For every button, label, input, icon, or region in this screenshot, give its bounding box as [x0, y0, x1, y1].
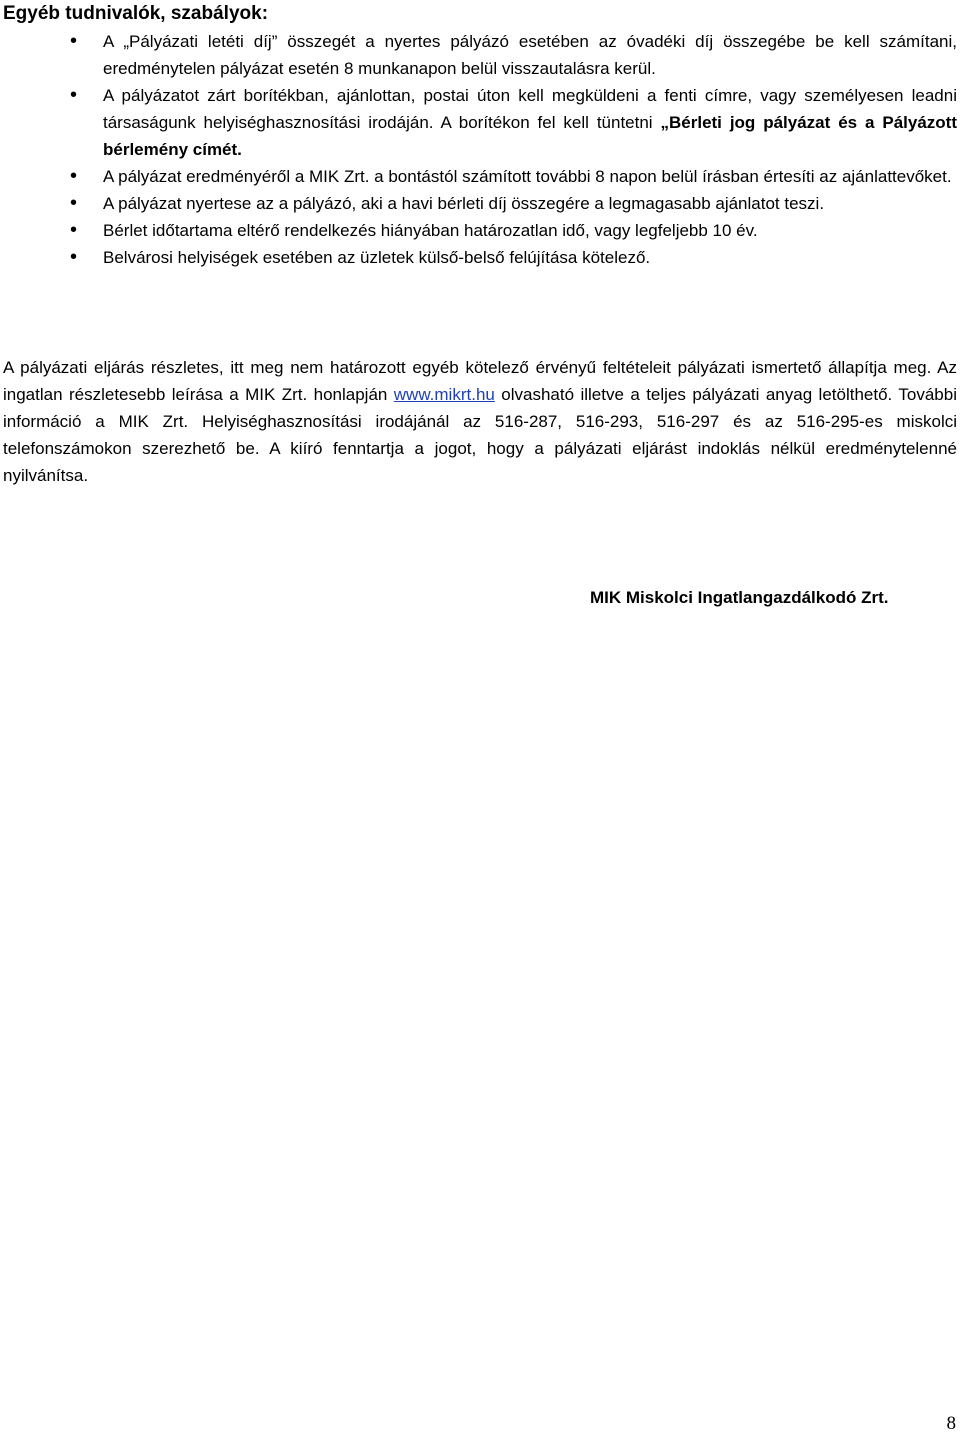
- list-item: [0, 217, 960, 244]
- list-item: [0, 82, 960, 163]
- list-item: [0, 163, 960, 190]
- page-number: 8: [946, 1413, 956, 1434]
- rules-list: [0, 28, 960, 271]
- list-item: [0, 190, 960, 217]
- paragraph-text-before-link: A pályázati eljárás részletes, itt meg nem határozott egyéb kötelező érvényű feltételeit pályázati ismertető állapítja meg. Az ingatlan részletesebb leírása a MIK Zrt. honlapján: [3, 358, 957, 404]
- list-item-text: Belvárosi helyiségek esetében az üzletek külső-belső felújítása kötelező.: [103, 248, 651, 267]
- website-link[interactable]: www.mikrt.hu: [393, 385, 495, 404]
- section-heading: Egyéb tudnivalók, szabályok:: [3, 3, 269, 24]
- list-item-text: A „Pályázati letéti díj” összegét a nyertes pályázó esetében az óvadéki díj összegébe be kell számítani, eredménytelen pályázat esetén 8 munkanapon belül visszautalásra kerül.: [103, 32, 957, 78]
- list-item-text: Bérlet időtartama eltérő rendelkezés hiányában határozatlan idő, vagy legfeljebb 10 év.: [103, 221, 758, 240]
- list-item: [0, 28, 960, 82]
- list-item-text: A pályázat eredményéről a MIK Zrt. a bontástól számított további 8 napon belül írásban értesíti az ajánlattevőket.: [103, 167, 952, 186]
- list-item-bold-text: „Bérleti jog pályázat és a Pályázott bérlemény címét.: [103, 113, 958, 159]
- list-item-text: A pályázatot zárt borítékban, ajánlottan, postai úton kell megküldeni a fenti címre, vagy személyesen leadni társaságunk helyiséghasznosítási irodáján. A borítékon fel kell tüntetni: [103, 86, 957, 132]
- paragraph-text-after-link: olvasható illetve a teljes pályázati anyag letölthető. További információ a MIK Zrt. Helyiséghasznosítási irodájánál az 516-287, 516-293, 516-297 és az 516-295-es miskolci telefonszámokon szerezhető be. A kiíró fenntartja a jogot, hogy a pályázati eljárást indoklás nélkül eredménytelenné nyilvánítsa.: [3, 385, 957, 485]
- info-paragraph: [3, 354, 957, 489]
- list-item-text: A pályázat nyertese az a pályázó, aki a havi bérleti díj összegére a legmagasabb ajánlatot teszi.: [103, 194, 825, 213]
- company-signature: MIK Miskolci Ingatlangazdálkodó Zrt.: [590, 588, 889, 607]
- list-item: [0, 244, 960, 271]
